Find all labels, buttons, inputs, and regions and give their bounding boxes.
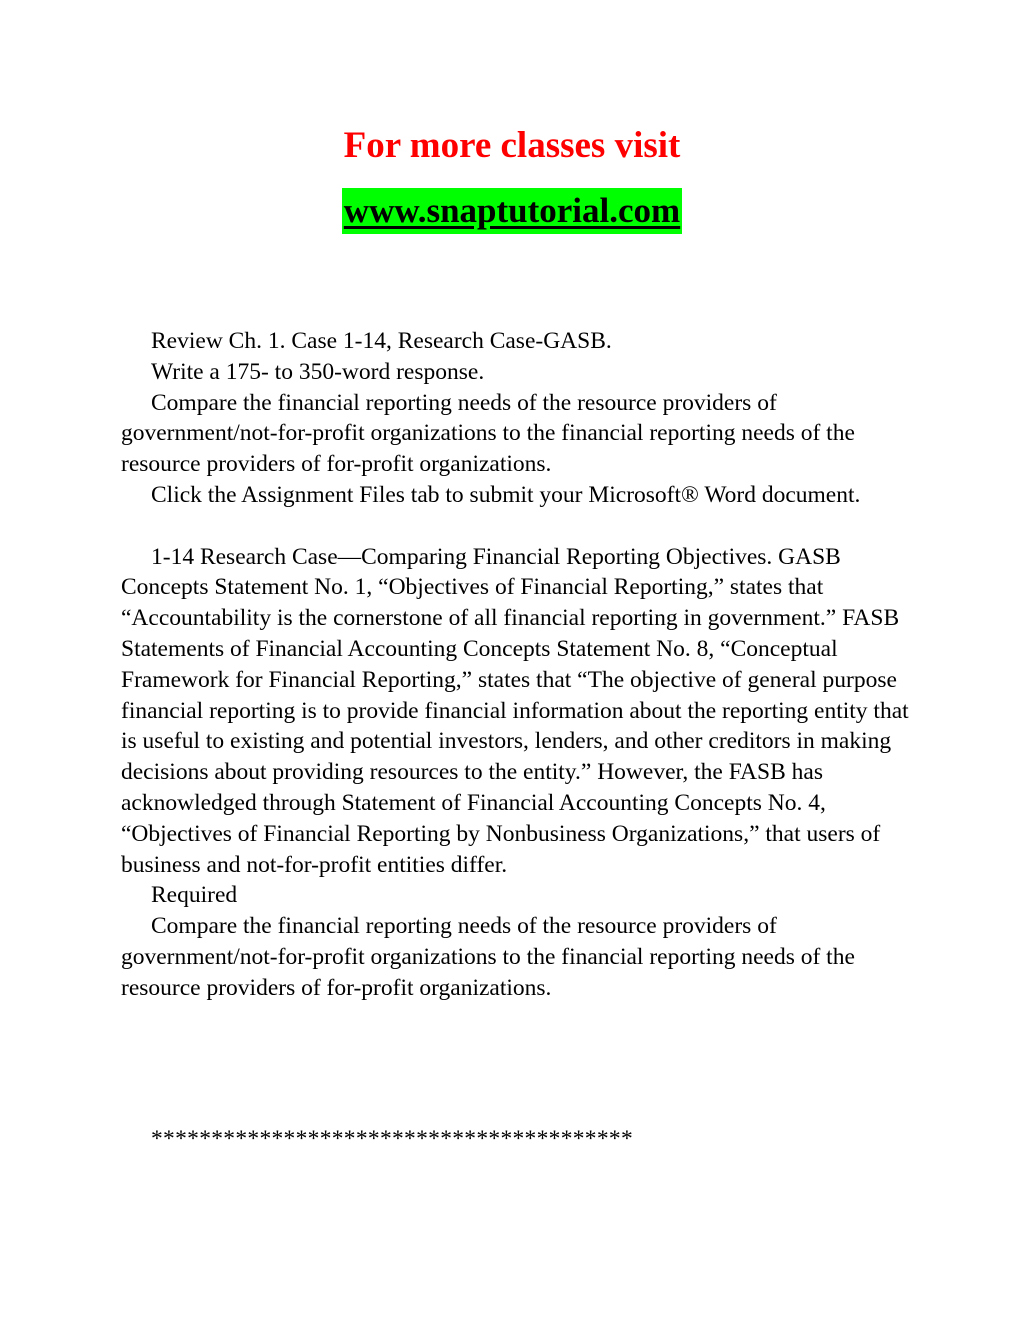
word-count-paragraph: Write a 175- to 350-word response. bbox=[151, 358, 485, 385]
separator-line: **************************************** bbox=[151, 1126, 633, 1152]
website-link[interactable]: www.snaptutorial.com bbox=[342, 188, 682, 234]
promo-link-wrapper bbox=[0, 188, 1024, 234]
review-paragraph: Review Ch. 1. Case 1-14, Research Case-GASB. bbox=[151, 328, 612, 354]
required-paragraph: Compare the financial reporting needs of the resource providers of government/not-for-profit organizations to the financial reporting needs of the resource providers of for-profit organizations. bbox=[121, 913, 855, 1001]
document-body bbox=[121, 326, 911, 1004]
submit-paragraph: Click the Assignment Files tab to submit your Microsoft® Word document. bbox=[151, 481, 861, 508]
required-heading: Required bbox=[151, 882, 238, 909]
compare-paragraph: Compare the financial reporting needs of the resource providers of government/not-for-profit organizations to the financial reporting needs of the resource providers of for-profit organizations. bbox=[121, 389, 855, 478]
promo-title: For more classes visit bbox=[343, 125, 681, 166]
blank-line bbox=[121, 511, 911, 542]
case-description-paragraph: 1-14 Research Case—Comparing Financial Reporting Objectives. GASB Concepts Statement No. 1, “Objectives of Financial Reporting,” states that “Accountability is the cornerstone of all financial reporting in government.” FASB Statements of Financial Accounting Concepts Statement No. 8, “Conceptual Framework for Financial Reporting,” states that “The objective of general purpose financial reporting is to provide financial information about the reporting entity that is useful to existing and potential investors, lenders, and other creditors in making decisions about providing resources to the entity.” However, the FASB has acknowledged through Statement of Financial Accounting Concepts No. 4, “Objectives of Financial Reporting by Nonbusiness Organizations,” that users of business and not-for-profit entities differ. bbox=[121, 543, 909, 878]
